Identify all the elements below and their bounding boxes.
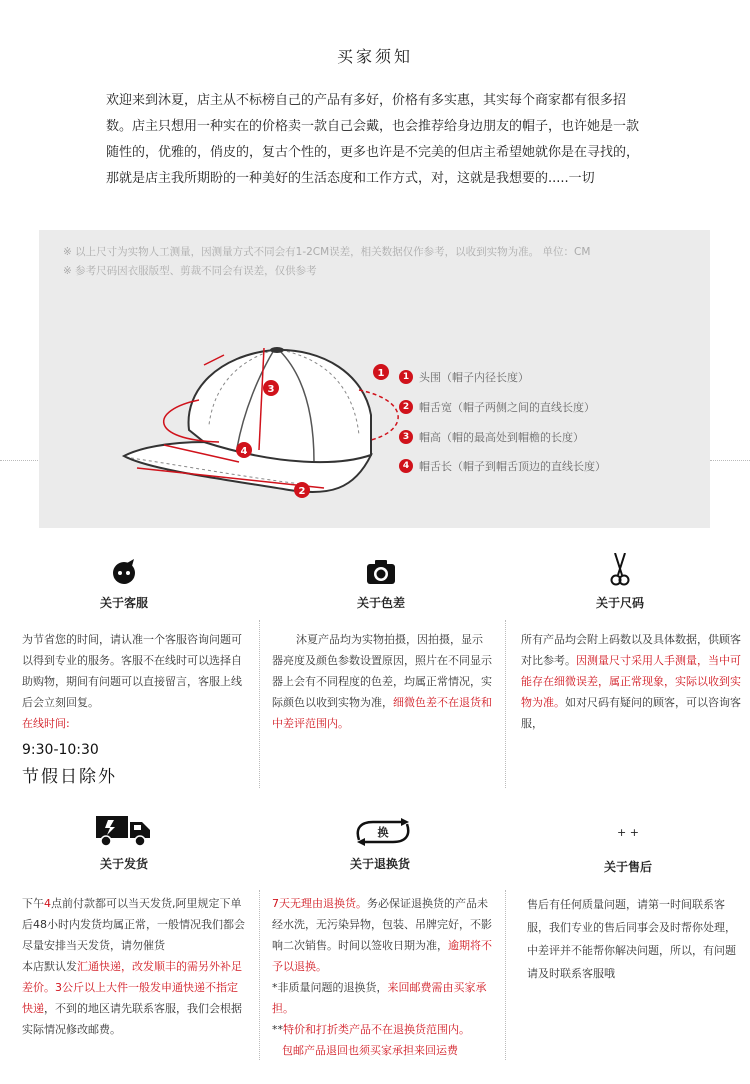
returns-red-3: 来回邮费需由买家承担。 xyxy=(272,981,487,1015)
measure-note-2: ※ 参考尺码因衣服版型、剪裁不同会有误差，仅供参考 xyxy=(63,265,317,277)
returns-red-2: 逾期将不予以退换。 xyxy=(272,939,492,973)
legend-item-1 xyxy=(399,369,529,385)
legend-number: 1 xyxy=(399,370,413,384)
shipping-column xyxy=(22,893,248,1040)
legend-text: 帽舌长（帽子到帽舌顶边的直线长度） xyxy=(419,460,606,473)
size-text: 所有产品均会附上码数以及具体数据，供顾客对比参考。 xyxy=(521,633,741,667)
shipping-text-a1: 下午 xyxy=(22,897,44,910)
size-column xyxy=(521,629,741,734)
shipping-text-a2: 点前付款都可以当天发货,阿里规定下单后48小时内发货均属正常，一般情况我们都会尽量安排当天发货，请勿催货 xyxy=(22,897,245,952)
holiday-note: 节假日除外 xyxy=(22,767,117,787)
returns-red-5: 包邮产品退回也须买家承担来回运费 xyxy=(282,1044,458,1057)
color-title: 关于色差 xyxy=(356,596,405,610)
shipping-text-b2: ，不到的地区请先联系客服，我们会根据实际情况修改邮费。 xyxy=(22,1002,242,1036)
returns-text-2: *非质量问题的退换货， xyxy=(272,981,388,994)
aftersale-column xyxy=(527,893,741,985)
column-divider xyxy=(505,890,506,1060)
legend-number: 3 xyxy=(399,430,413,444)
svg-text:3: 3 xyxy=(267,384,275,395)
returns-column xyxy=(272,893,494,1061)
delivery-truck-icon xyxy=(96,814,152,848)
size-text-red: 因测量尺寸采用人手测量，当中可能存在细微误差，属正常现象，实际以收到实物为准。 xyxy=(521,654,741,709)
legend-number: 4 xyxy=(399,459,413,473)
color-text: 沐夏产品均为实物拍摄，因拍摄，显示器亮度及颜色参数设置原因，照片在不同显示器上会有不同程度的色差，均属正常情况，实际颜色以收到实物为准， xyxy=(272,633,492,709)
svg-text:1: 1 xyxy=(377,368,385,379)
returns-red-4: 特价和打折类产品不在退换货范围内。 xyxy=(283,1023,470,1036)
shipping-title: 关于发货 xyxy=(99,857,148,871)
legend-text: 帽高（帽的最高处到帽檐的长度） xyxy=(419,431,584,444)
shipping-hour-red: 4 xyxy=(44,897,51,910)
chat-bubble-icon xyxy=(110,559,138,585)
shipping-text-red: 汇通快递，改发顺丰的需另外补足差价。3公斤以上大件一般发申通快递不指定快递 xyxy=(22,960,242,1015)
scissors-icon xyxy=(610,553,630,587)
size-text-2: 如对尺码有疑问的顾客，可以咨询客服， xyxy=(521,696,741,730)
service-title: 关于客服 xyxy=(99,596,148,610)
shipping-text-b1: 本店默认发 xyxy=(22,960,77,973)
legend-text: 头围（帽子内径长度） xyxy=(419,371,529,384)
svg-text:4: 4 xyxy=(240,446,248,457)
legend-number: 2 xyxy=(399,400,413,414)
column-divider xyxy=(505,620,506,788)
divider-left xyxy=(0,460,40,461)
measure-note-1: ※ 以上尺寸为实物人工测量，因测量方式不同会有1-2CM误差，相关数据仅作参考，以收到实物为准。 单位：CM xyxy=(63,246,591,258)
online-time-label: 在线时间: xyxy=(22,717,70,730)
color-column xyxy=(272,629,492,734)
service-column xyxy=(22,629,244,788)
divider-right xyxy=(710,460,750,461)
column-divider xyxy=(259,890,260,1060)
size-title: 关于尺码 xyxy=(595,596,644,610)
intro-paragraph: 欢迎来到沐夏，店主从不标榜自己的产品有多好，价格有多实惠，其实每个商家都有很多招数。店主只想用一种实在的价格卖一款自己会戴，也会推荐给身边朋友的帽子，也许她是一款随性的，优雅的，俏皮的，复古个性的，更多也许是不完美的但店主希望她就你是在寻找的，那就是店主我所期盼的一种美好的生活态度和工作方式，对，这就是我想要的.....一切 xyxy=(106,93,640,186)
page-title: 买家须知 xyxy=(336,47,413,66)
legend-item-4 xyxy=(399,458,606,474)
exchange-icon-label: 换 xyxy=(377,826,389,839)
returns-red-1: 7天无理由退换货。 xyxy=(272,897,367,910)
measurement-panel xyxy=(39,230,710,528)
service-text: 为节省您的时间，请认准一个客服咨询问题可以得到专业的服务。客服不在线时可以选择自助购物，期间有问题可以直接留言，客服上线后会立刻回复。 xyxy=(22,633,242,709)
aftersale-title: 关于售后 xyxy=(603,860,652,874)
returns-title: 关于退换货 xyxy=(349,857,410,871)
camera-icon xyxy=(366,559,396,585)
plus-icon: + + xyxy=(617,826,639,839)
legend-item-2 xyxy=(399,399,595,415)
returns-text-1: 务必保证退换货的产品未经水洗，无污染异物，包装、吊牌完好，不影响二次销售。时间以签收日期为准， xyxy=(272,897,492,952)
cap-diagram-icon xyxy=(109,330,409,500)
legend-item-3 xyxy=(399,429,584,445)
legend-text: 帽舌宽（帽子两侧之间的直线长度） xyxy=(419,401,595,414)
color-text-red: 细微色差不在退货和中差评范围内。 xyxy=(272,696,492,730)
online-hours: 9:30-10:30 xyxy=(22,742,99,758)
returns-star: ** xyxy=(272,1023,283,1036)
column-divider xyxy=(259,620,260,788)
svg-text:2: 2 xyxy=(298,486,306,497)
aftersale-text: 售后有任何质量问题，请第一时间联系客服，我们专业的售后同事会及时帮你处理，中差评并不能帮你解决问题，所以，有问题请及时联系客服哦 xyxy=(527,898,736,980)
